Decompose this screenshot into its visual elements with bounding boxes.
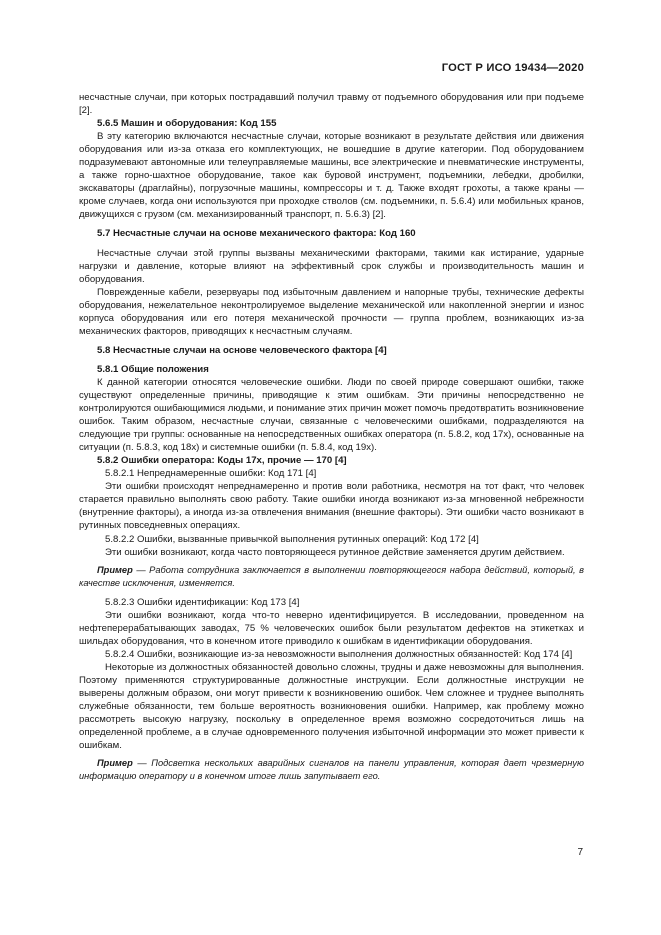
subsection-heading-5-8-2-1: 5.8.2.1 Непреднамеренные ошибки: Код 171 [4] xyxy=(105,468,317,480)
subsection-heading-5-8-2-4: 5.8.2.4 Ошибки, возникающие из-за невозможности выполнения должностных обязанностей: Код 174 [4] xyxy=(105,648,573,660)
paragraph: Несчастные случаи этой группы вызваны механическими факторами, такими как истирание, ударные нагрузки и давление, которые влияют на эффективный срок службы и производительность машин и оборудования. xyxy=(79,247,584,285)
paragraph: Эти ошибки возникают, когда часто повторяющееся рутинное действие заменяется другим действием. xyxy=(105,546,565,558)
paragraph: В эту категорию включаются несчастные случаи, которые возникают в результате действия или движения оборудования или из-за отказа его комплектующих, не вошедшие в другие категории. Под оборудованием подразумевают автономные или телеуправляемые машины, все электрические и пневматические инструменты, а также горно-шахтное оборудование, такое как буровой инструмент, подъемники, лебедки, дробилки, экскаваторы (драглайны), погрузочные машины, компрессоры и т. д. Также входят грохоты, а также краны — кроме случаев, когда они используются при проходке стволов (см. подъемники, п. 5.6.4) или мобильных кранов, движущихся с грузом (см. механизированный транспорт, п. 5.6.3) [2]. xyxy=(79,131,584,221)
example-label: Пример xyxy=(97,564,133,575)
paragraph: Эти ошибки возникают, когда что-то неверно идентифицируется. В исследовании, проведенном на нефтеперерабатывающих заводах, 75 % человеческих ошибок были результатом дефектов на этикетках и шильдах оборудования, что в конечном итоге приводило к ошибкам в идентификации оборудования. xyxy=(79,609,584,647)
section-heading-5-8-1: 5.8.1 Общие положения xyxy=(97,363,209,375)
page-number: 7 xyxy=(577,847,583,858)
paragraph: Некоторые из должностных обязанностей довольно сложны, трудны и даже невозможны для выполнения. Поэтому применяются структурированные должностные инструкции. Если должностные инструкции не выверены должным образом, они могут привести к возникновению ошибок. Чем сложнее и труднее выполнять служебные обязанности, тем больше вероятность возникновения ошибки. Например, как проблему можно рассмотреть высокую нагрузку, поскольку в определенное время возможно сосредоточиться лишь на определенной проблеме, а в случае одновременного получения избыточной информации это может привести к ошибкам. xyxy=(79,661,584,752)
example-note xyxy=(79,564,584,590)
example-text: — Подсветка нескольких аварийных сигналов на панели управления, которая дает чрезмерную информацию оператору и в конечном итоге лишь запутывает его. xyxy=(79,758,584,782)
paragraph: Эти ошибки происходят непреднамеренно и против воли работника, несмотря на тот факт, что человек старается правильно выполнять свою работу. Такие ошибки иногда возникают из-за мгновенной небрежности (внутренние факторы), а иногда из-за отвлечения внимания (внешние факторы). Эти ошибки часто возникают в рутинных повседневных операциях. xyxy=(79,481,584,532)
paragraph: несчастные случаи, при которых пострадавший получил травму от подъемного оборудования или при подъеме [2]. xyxy=(79,92,584,117)
example-label: Пример xyxy=(97,758,133,769)
section-heading-5-8-2: 5.8.2 Ошибки оператора: Коды 17х, прочие — 170 [4] xyxy=(97,455,347,467)
paragraph: Поврежденные кабели, резервуары под избыточным давлением и напорные трубы, технические дефекты оборудования, нежелательное неконтролируемое выделение механической или накопленной энергии и износ корпуса оборудования или его потеря механической прочности — группа проблем, возникающих из-за механических факторов, приводящих к несчастным случаям. xyxy=(79,286,584,337)
section-heading-5-6-5: 5.6.5 Машин и оборудования: Код 155 xyxy=(97,118,277,130)
section-heading-5-8: 5.8 Несчастные случаи на основе человеческого фактора [4] xyxy=(97,344,387,356)
paragraph: К данной категории относятся человеческие ошибки. Люди по своей природе совершают ошибки, также существуют определенные причины, приводящие к этим ошибкам. Эти причины непосредственно не контролируются ошибающимися людьми, и понимание этих причин может помочь предотвратить возникновение ошибок. Таким образом, несчастные случаи, связанные с человеческими ошибками, подразделяются на следующие три группы: основанные на непосредственных ошибках оператора (п. 5.8.2, код 17х), основанные на ситуации (п. 5.8.3, код 18х) и системные ошибки (п. 5.8.4, код 19х). xyxy=(79,376,584,454)
example-note xyxy=(79,757,584,783)
section-heading-5-7: 5.7 Несчастные случаи на основе механического фактора: Код 160 xyxy=(97,228,416,240)
document-body xyxy=(79,91,584,783)
subsection-heading-5-8-2-2: 5.8.2.2 Ошибки, вызванные привычкой выполнения рутинных операций: Код 172 [4] xyxy=(105,533,479,545)
example-text: — Работа сотрудника заключается в выполнении повторяющегося набора действий, который, в качестве исключения, изменяется. xyxy=(79,564,584,588)
document-code-header: ГОСТ Р ИСО 19434—2020 xyxy=(441,62,584,74)
subsection-heading-5-8-2-3: 5.8.2.3 Ошибки идентификации: Код 173 [4] xyxy=(105,596,300,608)
